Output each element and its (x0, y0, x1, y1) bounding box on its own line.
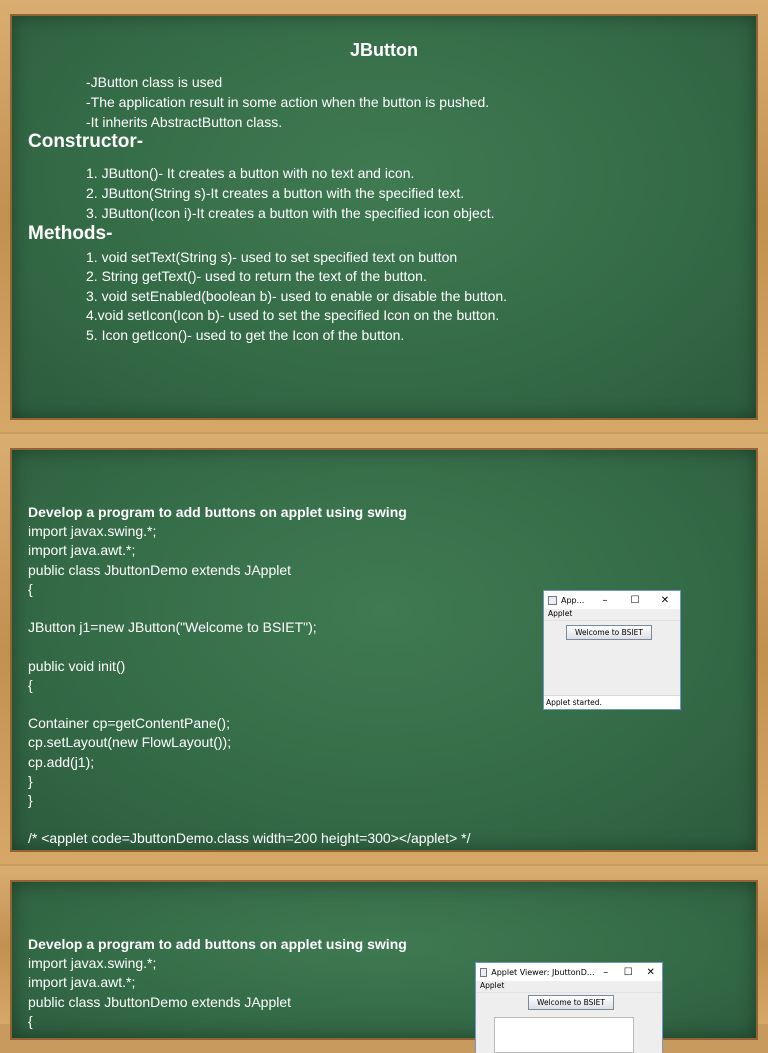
program-heading: Develop a program to add buttons on applet using swing (28, 936, 407, 952)
code-line (28, 695, 471, 714)
code-line: public void init() (28, 657, 126, 674)
methods-list (86, 248, 507, 345)
applet-menu[interactable]: Applet (476, 981, 662, 993)
code-line: cp.setLayout(new FlowLayout()); (28, 734, 232, 751)
slide-1-frame (0, 0, 768, 432)
code-block (28, 935, 407, 1031)
code-block (28, 503, 471, 849)
intro-list (86, 72, 489, 132)
code-line: import javax.swing.*; (28, 955, 157, 972)
code-line: public class JbuttonDemo extends JApplet (28, 561, 292, 578)
method-item: 3. void setEnabled(boolean b)- used to enable or disable the button. (86, 287, 508, 304)
slide-3-chalkboard (10, 880, 758, 1040)
code-line: import java.awt.*; (28, 542, 136, 559)
constructor-heading: Constructor- (28, 131, 144, 152)
methods-heading: Methods- (28, 223, 113, 244)
slide-3-frame (0, 866, 768, 1029)
applet-status: Applet started. (544, 695, 680, 709)
applet-window-title: Applet Viewer: JbuttonD... (491, 967, 595, 977)
close-icon[interactable]: ✕ (646, 966, 655, 978)
slide-2-chalkboard (10, 448, 758, 852)
code-line: public class JbuttonDemo extends JApplet (28, 993, 292, 1010)
code-line: } (28, 772, 33, 789)
code-line: { (28, 1012, 33, 1029)
code-line (28, 810, 471, 829)
code-line: import javax.swing.*; (28, 523, 157, 540)
code-line: { (28, 580, 33, 597)
code-line: } (28, 792, 33, 808)
constructor-item: 2. JButton(String s)-It creates a button with the specified text. (86, 185, 465, 201)
maximize-icon[interactable]: ☐ (623, 966, 633, 978)
intro-line: -JButton class is used (86, 74, 223, 90)
minimize-icon[interactable]: – (602, 594, 608, 606)
applet-app-icon (480, 968, 487, 977)
code-line: cp.add(j1); (28, 753, 95, 770)
method-item: 2. String getText()- used to return the text of the button. (86, 268, 427, 285)
code-line: /* <applet code=JbuttonDemo.class width=200 height=300></applet> */ (28, 830, 471, 847)
image-area (494, 1017, 634, 1053)
applet-titlebar (544, 591, 680, 609)
method-item: 4.void setIcon(Icon b)- used to set the specified Icon on the button. (86, 307, 500, 324)
method-item: 1. void setText(String s)- used to set specified text on button (86, 249, 458, 265)
code-line (28, 599, 471, 618)
constructor-item: 1. JButton()- It creates a button with no text and icon. (86, 165, 415, 181)
applet-app-icon (548, 596, 557, 605)
method-item: 5. Icon getIcon()- used to get the Icon of the button. (86, 326, 405, 343)
applet-viewer-window (543, 590, 681, 710)
applet-viewer-window (475, 962, 663, 1052)
maximize-icon[interactable]: ☐ (630, 594, 640, 606)
constructor-item: 3. JButton(Icon i)-It creates a button with the specified icon object. (86, 205, 495, 221)
slide-title: JButton (350, 40, 418, 60)
applet-content (476, 993, 662, 1053)
slide-2-frame (0, 434, 768, 864)
applet-titlebar (476, 963, 662, 981)
minimize-icon[interactable]: – (603, 966, 609, 978)
close-icon[interactable]: ✕ (660, 594, 670, 606)
slide-1-chalkboard (10, 14, 758, 420)
applet-menu[interactable]: Applet (544, 609, 680, 621)
code-line: Container cp=getContentPane(); (28, 715, 230, 732)
applet-window-title: App... (561, 595, 585, 605)
intro-line: -The application result in some action when the button is pushed. (86, 94, 490, 110)
code-line: import java.awt.*; (28, 974, 136, 991)
code-line: { (28, 676, 33, 693)
program-heading: Develop a program to add buttons on applet using swing (28, 504, 407, 520)
constructor-list (86, 163, 495, 223)
code-line (28, 637, 471, 656)
intro-line: -It inherits AbstractButton class. (86, 114, 283, 130)
welcome-button[interactable]: Welcome to BSIET (528, 995, 614, 1010)
code-line: JButton j1=new JButton("Welcome to BSIET"); (28, 619, 317, 636)
welcome-button[interactable]: Welcome to BSIET (566, 625, 652, 640)
applet-content (544, 621, 680, 695)
